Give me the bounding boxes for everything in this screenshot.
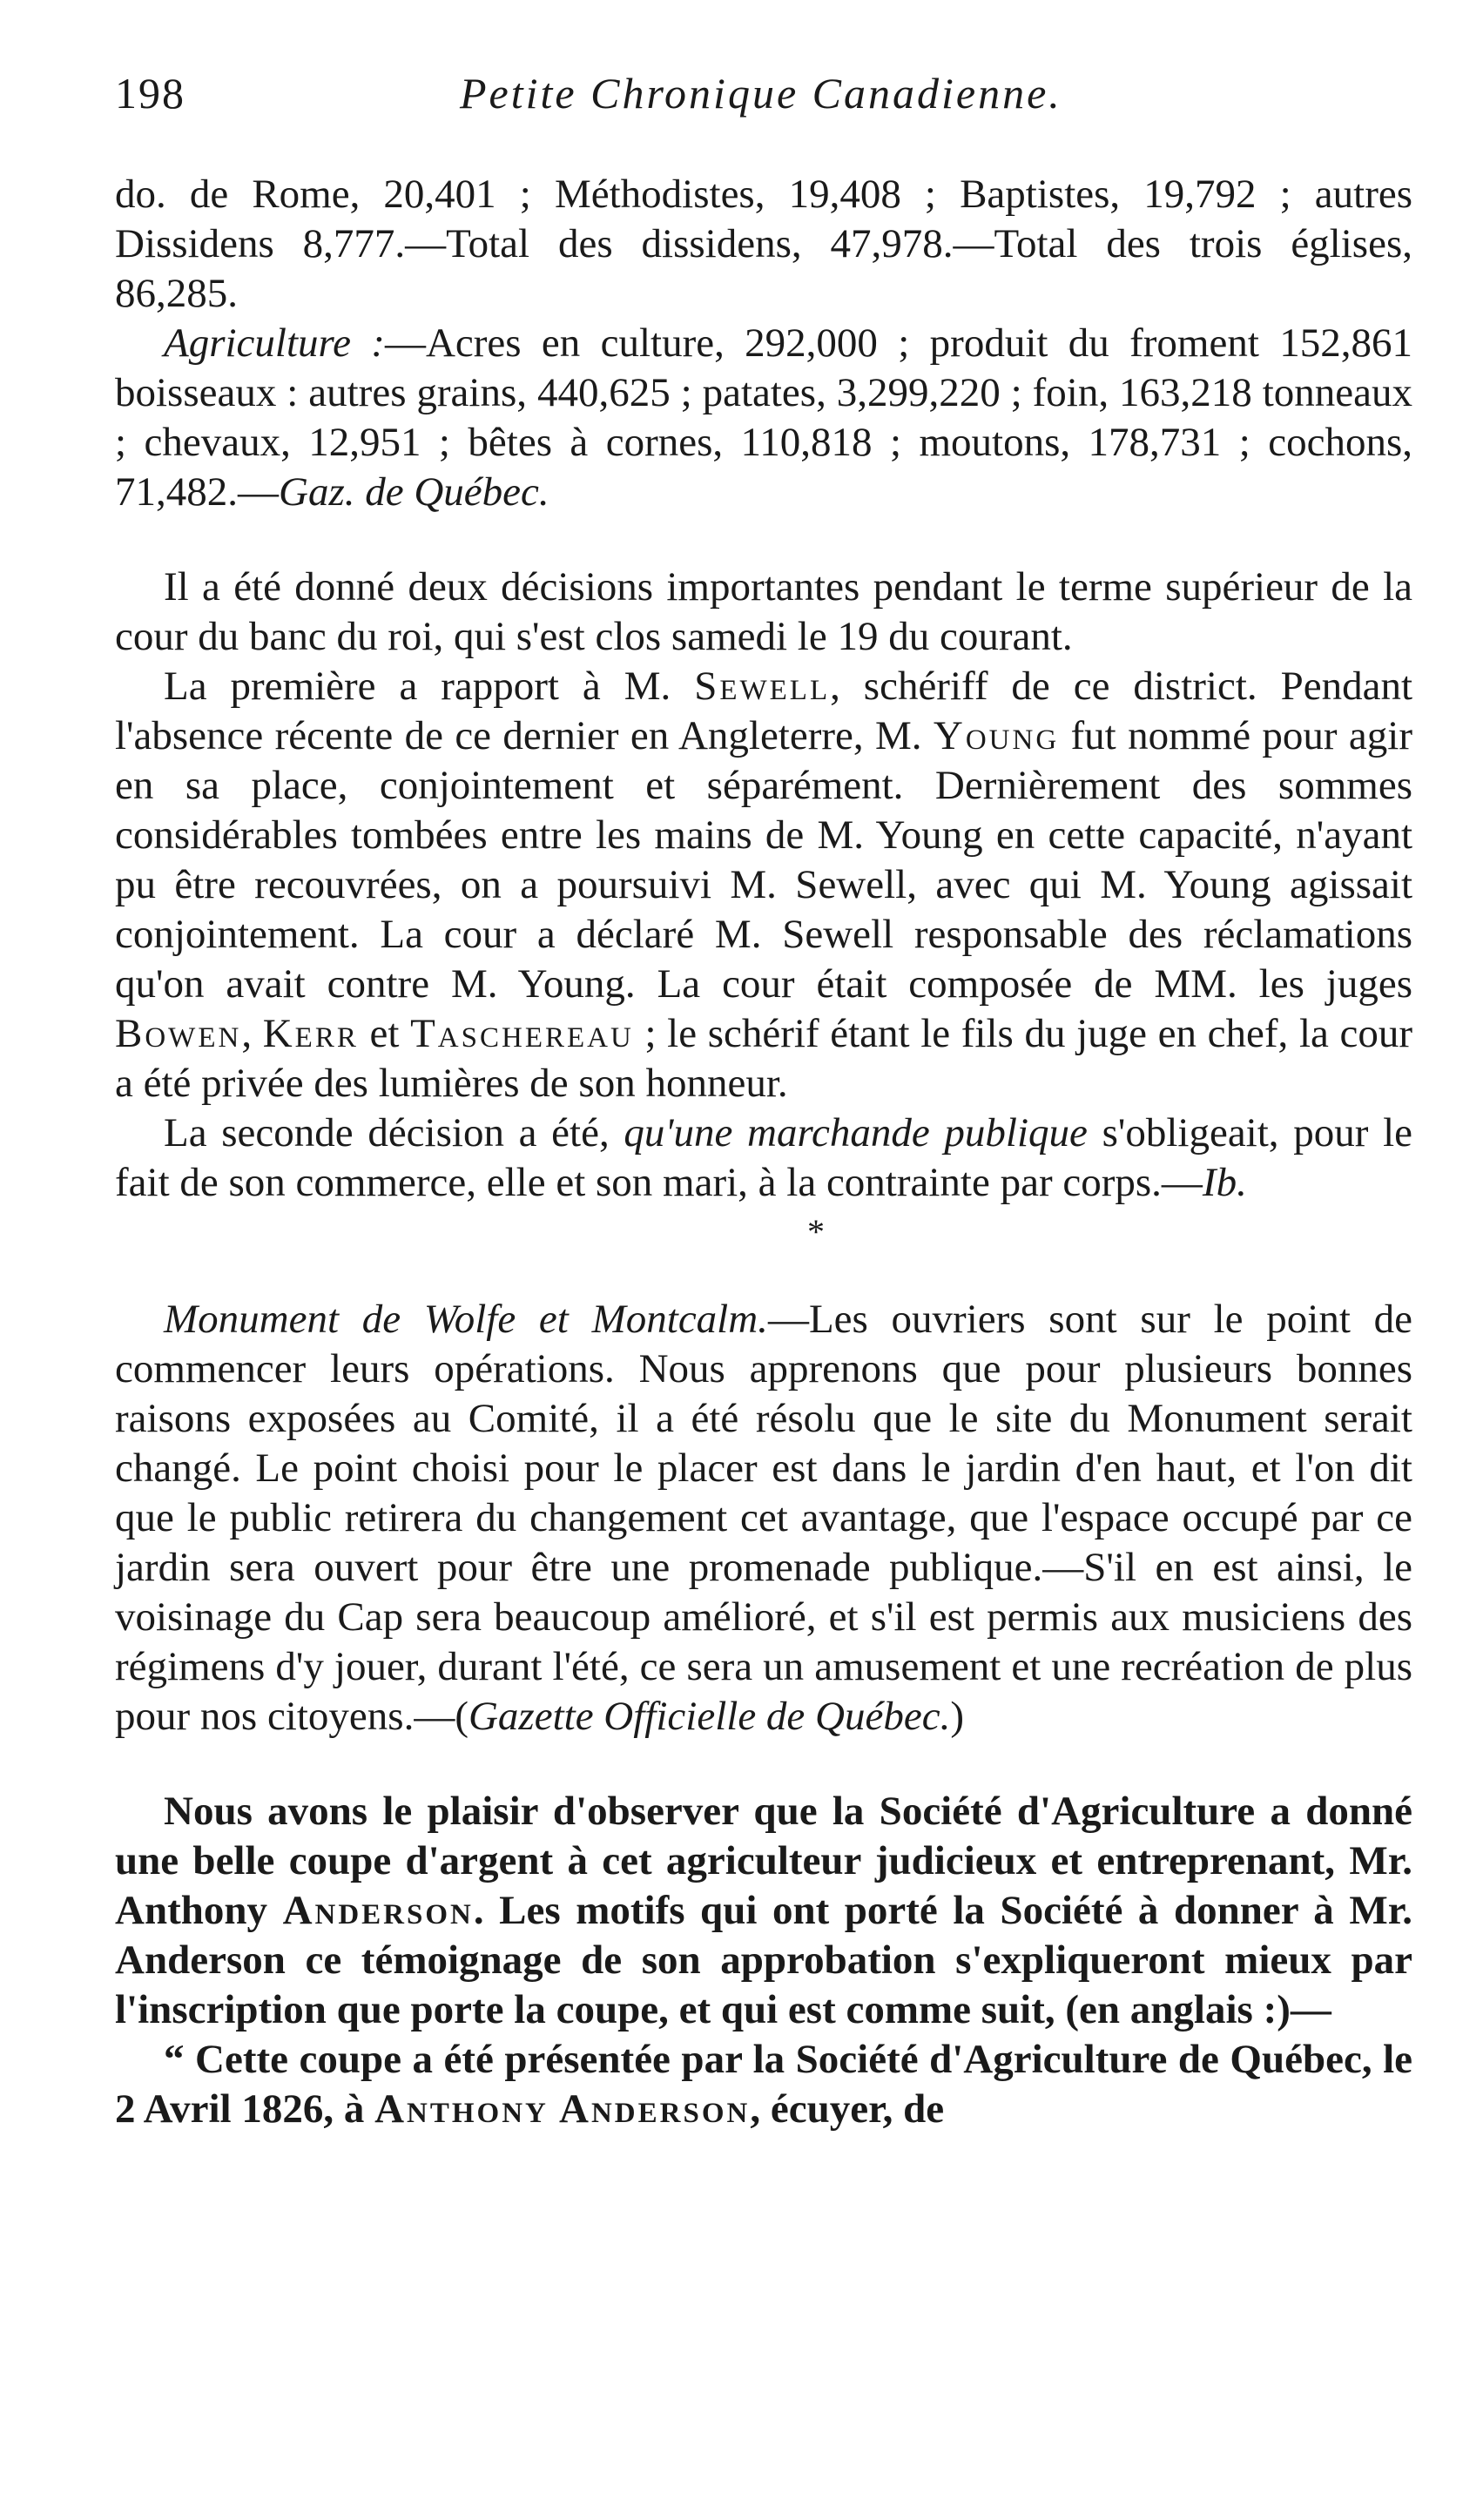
- name-kerr: Kerr: [262, 1011, 359, 1056]
- stats-text: do. de Rome, 20,401 ; Méthodistes, 19,408 ; Baptistes, 19,792 ; autres Dissidens 8,777.—Total des dissidens, 47,978.—Total des trois églises, 86,285.: [115, 172, 1412, 316]
- separator-et: et: [358, 1011, 411, 1056]
- monument-text: —Les ouvriers sont sur le point de commencer leurs opérations. Nous apprenons que pour plusieurs bonnes raisons exposées au Comité, il a été résolu que le site du Monument serait changé. Le point choisi pour le placer est dans le jardin d'en haut, et l'on dit que le public retirera du changement cet avantage, que l'espace occupé par ce jardin sera ouvert pour être une promenade publique.—S'il en est ainsi, le voisinage du Cap sera beaucoup amélioré, et s'il est permis aux musiciens des régimens d'y jouer, durant l'été, ce sera un amusement et une recréation de plus pour nos citoyens.—(: [115, 1297, 1412, 1739]
- agriculture-source: Gaz. de Québec.: [279, 469, 549, 515]
- first-decision-text-d: ; le schérif étant le fils du juge en chef, la cour a été privée des lumières de son honneur.: [115, 1011, 1413, 1106]
- inscription-text-a: “ Cette coupe a été présentée par la Société d'Agriculture de Québec, le 2 Avril 1826, à: [115, 2037, 1412, 2132]
- name-young: Young: [933, 713, 1060, 758]
- second-decision-text-b: s'obligeait, pour le fait de son commerce, elle et son mari, à la contrainte par corps.—: [115, 1110, 1412, 1205]
- name-bowen: Bowen: [115, 1011, 242, 1056]
- monument-title: Monument de Wolfe et Montcalm.: [164, 1297, 768, 1342]
- running-title: Petite Chronique Canadienne.: [460, 69, 1062, 118]
- first-decision-text-b: , schériff de ce district. Pendant l'absence récente de ce dernier en Angleterre, M.: [115, 664, 1413, 758]
- first-decision-text-a: La première a rapport à M.: [164, 664, 695, 709]
- page-header: [115, 68, 1412, 138]
- society-text-a: Nous avons le plaisir d'observer que la Société d'Agriculture a donné une belle coupe d'argent à cet agriculteur judicieux et entreprenant, Mr. Anthony: [115, 1789, 1412, 1933]
- page-number: 198: [115, 69, 185, 118]
- society-text-b: . Les motifs qui ont porté la Société à donner à Mr. Anderson ce témoignage de son approbation s'expliqueront mieux par l'inscription que porte la coupe, et qui est comme suit, (en anglais :)—: [115, 1888, 1412, 2032]
- body-text: [115, 170, 1412, 2134]
- section-mark: *: [807, 1212, 825, 1251]
- name-taschereau: Taschereau: [410, 1011, 634, 1056]
- monument-source: Gazette Officielle de Québec.: [468, 1694, 951, 1739]
- separator-comma: ,: [241, 1011, 263, 1056]
- agriculture-label: Agriculture :: [164, 320, 385, 366]
- agriculture-paragraph: [115, 319, 1412, 517]
- society-paragraph: [115, 1787, 1412, 2035]
- monument-paragraph: [115, 1295, 1412, 1742]
- monument-close: ): [950, 1694, 964, 1739]
- first-decision-text-c: fut nommé pour agir en sa place, conjointement et séparément. Dernièrement des sommes considérables tombées entre les mains de M. Young en cette capacité, n'ayant pu être recouvrées, on a poursuivi M. Sewell, avec qui M. Young agissait conjointement. La cour a déclaré M. Sewell responsable des réclamations qu'on avait contre M. Young. La cour était composée de MM. les juges: [115, 713, 1412, 1007]
- stats-paragraph: [115, 170, 1412, 319]
- inscription-name: Anthony Anderson: [374, 2086, 751, 2132]
- decisions-intro-text: Il a été donné deux décisions importantes pendant le terme supérieur de la cour du banc du roi, qui s'est clos samedi le 19 du courant.: [115, 564, 1412, 659]
- decisions-intro-paragraph: [115, 563, 1412, 662]
- agriculture-text: —Acres en culture, 292,000 ; produit du froment 152,861 boisseaux : autres grains, 440,625 ; patates, 3,299,220 ; foin, 163,218 tonneaux ; chevaux, 12,951 ; bêtes à cornes, 110,818 ; moutons, 178,731 ; cochons, 71,482.—: [115, 320, 1412, 515]
- name-anderson: Anderson: [282, 1888, 474, 1933]
- second-decision-paragraph: [115, 1108, 1412, 1208]
- inscription-paragraph: [115, 2035, 1412, 2134]
- name-sewell: Sewell: [694, 664, 831, 709]
- second-decision-text-a: La seconde décision a été,: [164, 1110, 624, 1156]
- second-decision-source: Ib.: [1202, 1160, 1247, 1205]
- inscription-text-b: , écuyer, de: [750, 2086, 945, 2132]
- second-decision-italic: qu'une marchande publique: [624, 1110, 1088, 1156]
- first-decision-paragraph: [115, 662, 1412, 1108]
